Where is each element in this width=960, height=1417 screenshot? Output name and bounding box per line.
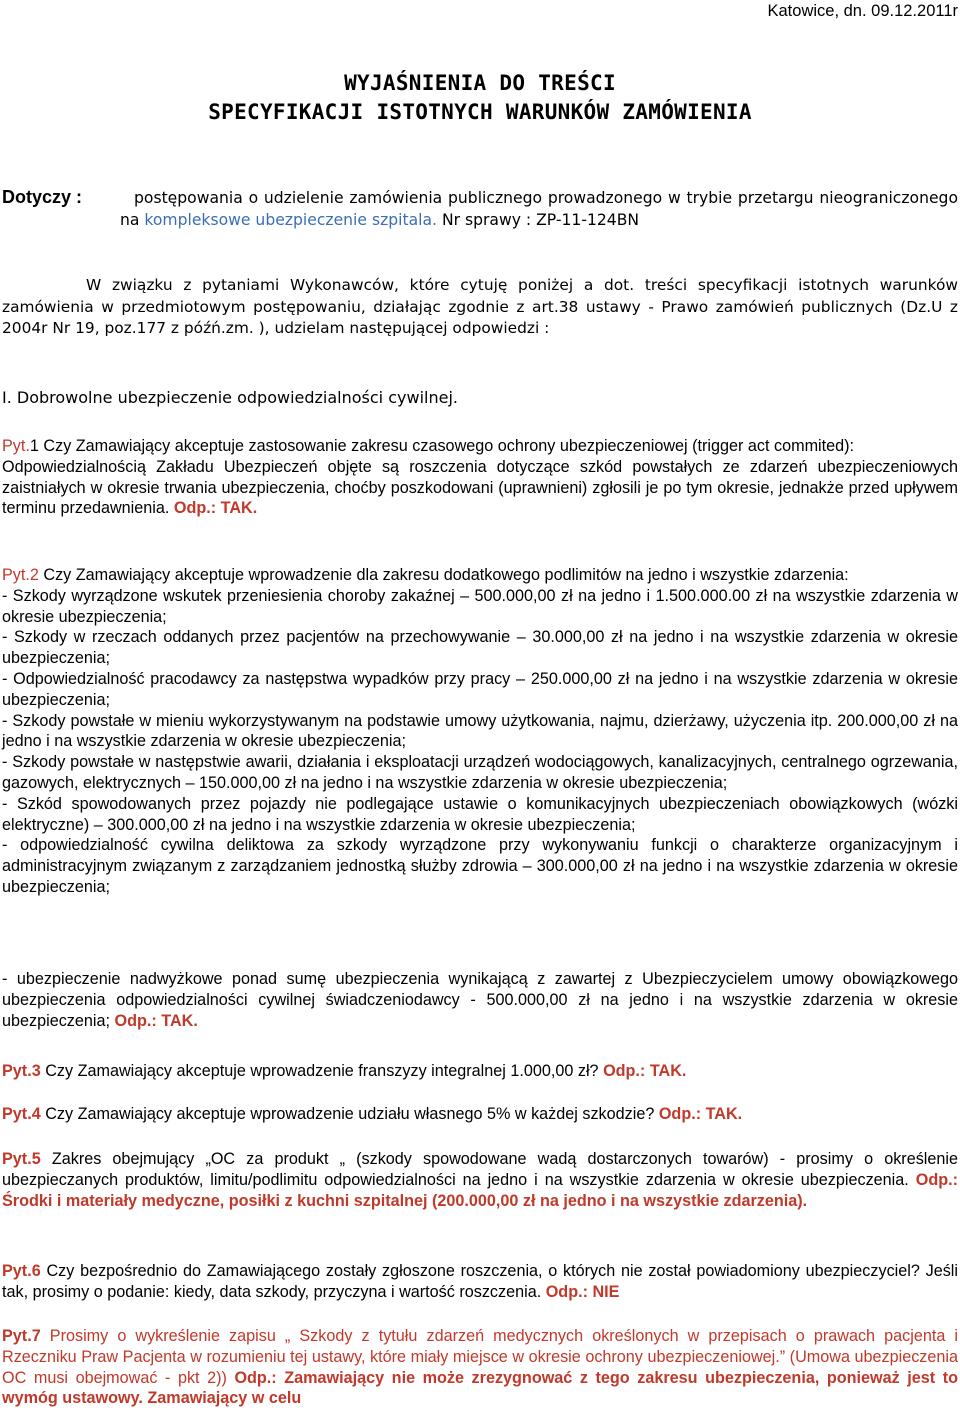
question-7 bbox=[2, 1326, 958, 1409]
subject-label: Dotyczy : bbox=[2, 187, 83, 207]
list-item: - Szkody powstałe w mieniu wykorzystywanym na podstawie umowy użytkowania, najmu, dzierżawy, użyczenia itp. 200.000,00 zł na jedno i na wszystkie zdarzenia w okresie ubezpieczenia; bbox=[2, 711, 958, 751]
question-2-text: Czy Zamawiający akceptuje wprowadzenie dla zakresu dodatkowego podlimitów na jedno i wszystkie zdarzenia: bbox=[38, 566, 849, 584]
question-1-text: Czy Zamawiający akceptuje zastosowanie zakresu czasowego ochrony ubezpieczeniowej (trigger act commited): bbox=[38, 437, 855, 455]
question-4-answer: Odp.: TAK. bbox=[658, 1105, 743, 1123]
question-7-label: Pyt.7 bbox=[2, 1327, 41, 1345]
subject-highlight: kompleksowe ubezpieczenie szpitala. bbox=[144, 211, 437, 229]
question-6 bbox=[2, 1261, 958, 1303]
list-item: - Szkody wyrządzone wskutek przeniesienia choroby zakaźnej – 500.000,00 zł na jedno i 1.500.000.00 zł na wszystkie zdarzenia w okresie ubezpieczenia; bbox=[2, 586, 958, 626]
question-2-answer: Odp.: TAK. bbox=[114, 1011, 198, 1030]
question-2-last-item bbox=[2, 969, 958, 1031]
question-1-answer: Odp.: TAK. bbox=[173, 499, 258, 518]
question-6-label: Pyt.6 bbox=[2, 1262, 41, 1280]
intro-text: W związku z pytaniami Wykonawców, które cytuję poniżej a dot. treści specyfikacji istotnych warunków zamówienia w przedmiotowym postępowaniu, działając zgodnie z art.38 ustawy - Prawo zamówień publicznych (Dz.U z 2004r Nr 19, poz.177 z późń.zm. ), udzielam następującej odpowiedzi : bbox=[2, 276, 958, 337]
list-item: - odpowiedzialność cywilna deliktowa za szkody wyrządzone przy wykonywaniu funkcji o charakterze organizacyjnym i administracyjnym związanym z zarządzaniem jednostką służby zdrowia – 300.000,00 zł na jedno i na wszystkie zdarzenia w okresie ubezpieczenia; bbox=[2, 836, 958, 896]
section-title: I. Dobrowolne ubezpieczenie odpowiedzialności cywilnej. bbox=[2, 388, 458, 407]
list-item: - ubezpieczenie nadwyżkowe ponad sumę ubezpieczenia wynikającą z zawartej z Ubezpieczycielem umowy obowiązkowego ubezpieczenia odpowiedzialności cywilnej świadczeniodawcy - 500.000,00 zł na jedno i na wszystkie zdarzenia w okresie ubezpieczenia; bbox=[2, 970, 958, 1030]
subject-case-number: Nr sprawy : ZP-11-124BN bbox=[437, 211, 640, 229]
question-5-answer: Odp.: Środki i materiały medyczne, posiłki z kuchni szpitalnej (200.000,00 zł na jedno i na wszystkie zdarzenia). bbox=[2, 1170, 958, 1210]
question-3-text: Czy Zamawiający akceptuje wprowadzenie franszyzy integralnej 1.000,00 zł? bbox=[40, 1062, 599, 1080]
document-date: Katowice, dn. 09.12.2011r bbox=[767, 2, 958, 20]
question-5-text: Zakres obejmujący „OC za produkt „ (szkody spowodowane wadą dostarczonych towarów) - prosimy o określenie ubezpieczanych produktów, limitu/podlimitu odpowiedzialności na jedno i na wszystkie zdarzenia w okresie ubezpieczenia. bbox=[2, 1150, 958, 1189]
question-1-label-a: Pyt. bbox=[2, 437, 30, 455]
list-item: - Szkody w rzeczach oddanych przez pacjentów na przechowywanie – 30.000,00 zł na jedno i na wszystkie zdarzenia w okresie ubezpieczenia; bbox=[2, 628, 958, 668]
question-1 bbox=[2, 436, 958, 519]
list-item: - Szkód spowodowanych przez pojazdy nie podlegające ustawie o komunikacyjnych ubezpieczeniach obowiązkowych (wózki elektryczne) – 300.000,00 zł na jedno i na wszystkie zdarzenia w okresie ubezpieczenia; bbox=[2, 794, 958, 834]
question-2 bbox=[2, 565, 958, 898]
list-item: - Odpowiedzialność pracodawcy za następstwa wypadków przy pracy – 250.000,00 zł na jedno i na wszystkie zdarzenia w okresie ubezpieczenia; bbox=[2, 669, 958, 709]
question-4-text: Czy Zamawiający akceptuje wprowadzenie udziału własnego 5% w każdej szkodzie? bbox=[40, 1105, 655, 1123]
question-6-text: Czy bezpośrednio do Zamawiającego zostały zgłoszone roszczenia, o których nie został powiadomiony ubezpieczyciel? Jeśli tak, prosimy o podanie: kiedy, data szkody, przyczyna i wartość roszczenia. bbox=[2, 1262, 958, 1301]
intro-paragraph bbox=[2, 275, 958, 340]
document-title-line1: WYJAŚNIENIA DO TREŚCI bbox=[344, 71, 616, 95]
question-4 bbox=[2, 1104, 958, 1125]
document-title-line2: SPECYFIKACJI ISTOTNYCH WARUNKÓW ZAMÓWIENIA bbox=[208, 100, 752, 124]
list-item: - Szkody powstałe w następstwie awarii, działania i eksploatacji urządzeń wodociągowych, kanalizacyjnych, centralnego ogrzewania, gazowych, elektrycznych – 150.000,00 zł na jedno i na wszystkie zdarzenia w okresie ubezpieczenia; bbox=[2, 753, 958, 792]
question-5-label: Pyt.5 bbox=[2, 1150, 41, 1168]
question-1-label-b: 1 bbox=[29, 437, 39, 455]
question-7-text: Prosimy o wykreślenie zapisu „ Szkody z tytułu zdarzeń medycznych określonych w przepisach o prawach pacjenta i Rzeczniku Praw Pacjenta w rozumieniu tej ustawy, które miały miejsce w okresie ochrony ubezpieczeniowej.” (Umowa ubezpieczenia OC musi obejmować - pkt 2)) bbox=[2, 1327, 958, 1387]
subject-text-before: postępowania o udzielenie zamówienia publicznego prowadzonego w trybie przetargu nieograniczonego na bbox=[120, 189, 958, 229]
question-3-label: Pyt.3 bbox=[2, 1062, 41, 1080]
question-3 bbox=[2, 1061, 958, 1082]
question-6-answer: Odp.: NIE bbox=[545, 1282, 620, 1301]
question-3-answer: Odp.: TAK. bbox=[603, 1062, 687, 1080]
subject-text bbox=[120, 187, 958, 231]
question-1-text2: Odpowiedzialnością Zakładu Ubezpieczeń objęte są roszczenia dotyczące szkód powstałych ze zdarzeń ubezpieczeniowych zaistniałych w okresie trwania ubezpieczenia, choćby poszkodowani (uprawnieni) zgłosili je po tym okresie, jednakże przed upływem terminu przedawnienia. bbox=[2, 457, 958, 518]
question-7-answer: Odp.: Zamawiający nie może zrezygnować z tego zakresu ubezpieczenia, ponieważ jest to wymóg ustawowy. Zamawiający w celu bbox=[2, 1368, 959, 1408]
question-5 bbox=[2, 1149, 958, 1211]
question-2-label: Pyt.2 bbox=[2, 566, 39, 584]
question-4-label: Pyt.4 bbox=[2, 1105, 41, 1123]
